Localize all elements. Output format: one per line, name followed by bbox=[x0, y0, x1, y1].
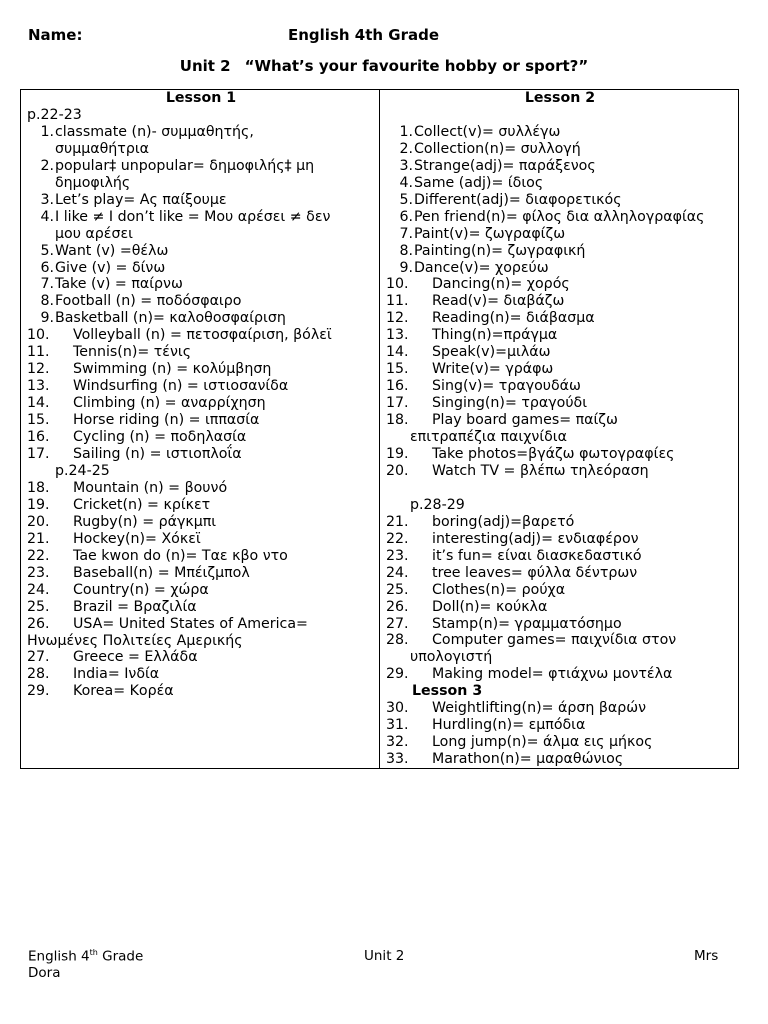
item-text: Mountain (n) = βουνό bbox=[73, 479, 228, 496]
vocab-item bbox=[386, 327, 734, 344]
vocab-item bbox=[27, 378, 375, 395]
item-number: 1. bbox=[399, 123, 413, 140]
item-text: I like ≠ I don’t like = Μου αρέσει ≠ δεν bbox=[55, 208, 331, 225]
item-number: 8. bbox=[40, 293, 54, 310]
vocab-item bbox=[27, 514, 375, 531]
vocab-item bbox=[27, 548, 375, 565]
item-number: 5. bbox=[40, 242, 54, 259]
vocab-item bbox=[386, 565, 734, 582]
vocab-item bbox=[386, 616, 734, 633]
vocab-item bbox=[386, 632, 734, 649]
item-number: 25. bbox=[27, 598, 50, 615]
item-text: Basketball (n)= καλοθοσφαίριση bbox=[55, 310, 286, 327]
item-number: 6. bbox=[399, 208, 413, 225]
item-text: Write(v)= γράφω bbox=[432, 361, 554, 378]
item-number: 25. bbox=[386, 581, 409, 598]
item-number: 16. bbox=[27, 429, 50, 446]
vocab-item bbox=[386, 582, 734, 599]
item-text: Read(v)= διαβάζω bbox=[432, 293, 565, 310]
page-note-p28-29: p.28-29 bbox=[410, 496, 465, 513]
item-text: Pen friend(n)= φίλος δια αλληλογραφίας bbox=[414, 208, 705, 225]
item-number: 7. bbox=[399, 225, 413, 242]
item-number: 18. bbox=[386, 412, 409, 429]
item-number: 30. bbox=[386, 700, 409, 717]
item-text: Sailing (n) = ιστιοπλοΐα bbox=[73, 446, 242, 463]
item-text: India= Ινδία bbox=[73, 666, 160, 683]
item-text: Climbing (n) = αναρρίχηση bbox=[73, 395, 266, 412]
item-text: Speak(v)=μιλάω bbox=[432, 344, 551, 361]
item-text: Different(adj)= διαφορετικός bbox=[414, 191, 622, 208]
footer-unit: Unit 2 bbox=[364, 948, 405, 964]
item-number: 5. bbox=[399, 191, 413, 208]
item-continuation: Ηνωμένες Πολιτείες Αμερικής bbox=[27, 632, 243, 649]
item-number: 26. bbox=[386, 598, 409, 615]
unit-label: Unit 2 bbox=[179, 57, 231, 75]
item-text: Doll(n)= κούκλα bbox=[432, 598, 548, 615]
vocab-item bbox=[386, 514, 734, 531]
item-number: 10. bbox=[386, 276, 409, 293]
vocab-item bbox=[386, 412, 734, 429]
item-number: 28. bbox=[386, 632, 409, 649]
lesson2-column bbox=[380, 90, 739, 769]
item-number: 29. bbox=[386, 666, 409, 683]
vocab-item bbox=[27, 666, 375, 683]
vocab-item bbox=[27, 361, 375, 378]
item-text: Cricket(n) = κρίκετ bbox=[73, 496, 211, 513]
vocab-item bbox=[386, 141, 734, 158]
vocab-item bbox=[27, 124, 375, 141]
page-note-p24-25: p.24-25 bbox=[55, 462, 110, 479]
item-number: 10. bbox=[27, 327, 50, 344]
item-number: 2. bbox=[399, 140, 413, 157]
vocab-item bbox=[27, 599, 375, 616]
vocab-item bbox=[27, 649, 375, 666]
vocab-item bbox=[386, 463, 734, 480]
vocab-item bbox=[27, 276, 375, 293]
vocab-item bbox=[386, 599, 734, 616]
item-text: Swimming (n) = κολύμβηση bbox=[73, 361, 272, 378]
item-text: Tae kwon do (n)= Ταε κβο ντο bbox=[73, 547, 288, 564]
item-text: Computer games= παιχνίδια στον bbox=[432, 632, 677, 649]
item-text: it’s fun= είναι διασκεδαστικό bbox=[432, 547, 642, 564]
item-number: 15. bbox=[386, 361, 409, 378]
vocab-item bbox=[386, 717, 734, 734]
item-number: 23. bbox=[27, 564, 50, 581]
item-continuation: συμμαθήτρια bbox=[55, 140, 149, 157]
item-number: 11. bbox=[386, 293, 409, 310]
item-text: Volleyball (n) = πετοσφαίριση, βόλεϊ bbox=[73, 327, 332, 344]
item-text: Reading(n)= διάβασμα bbox=[432, 310, 595, 327]
item-text: classmate (n)- συμμαθητής, bbox=[55, 123, 254, 140]
vocab-item bbox=[386, 293, 734, 310]
item-number: 22. bbox=[386, 530, 409, 547]
vocab-item bbox=[386, 395, 734, 412]
item-number: 28. bbox=[27, 666, 50, 683]
item-text: Collect(v)= συλλέγω bbox=[414, 123, 561, 140]
lesson1-column bbox=[21, 90, 380, 769]
item-number: 12. bbox=[27, 361, 50, 378]
item-text: Football (n) = ποδόσφαιρο bbox=[55, 293, 242, 310]
unit-heading bbox=[0, 57, 768, 75]
item-number: 27. bbox=[386, 615, 409, 632]
vocab-item bbox=[386, 226, 734, 243]
vocab-item bbox=[386, 666, 734, 683]
item-text: interesting(adj)= ενδιαφέρον bbox=[432, 530, 639, 547]
item-text: Long jump(n)= άλμα εις μήκος bbox=[432, 734, 653, 751]
item-text: Brazil = Βραζιλία bbox=[73, 598, 197, 615]
vocab-item bbox=[27, 480, 375, 497]
item-text: USA= United States of America= bbox=[73, 615, 308, 632]
vocab-item bbox=[27, 327, 375, 344]
vocab-item bbox=[27, 565, 375, 582]
item-text: Stamp(n)= γραμματόσημο bbox=[432, 615, 622, 632]
vocab-item bbox=[386, 192, 734, 209]
lesson2-heading: Lesson 2 bbox=[524, 90, 596, 106]
vocab-item bbox=[27, 412, 375, 429]
item-text: Making model= φτιάχνω μοντέλα bbox=[432, 666, 673, 683]
vocab-item bbox=[27, 497, 375, 514]
item-number: 17. bbox=[386, 395, 409, 412]
vocab-item bbox=[386, 124, 734, 141]
item-number: 13. bbox=[386, 327, 409, 344]
item-text: boring(adj)=βαρετό bbox=[432, 513, 575, 530]
item-number: 33. bbox=[386, 751, 409, 768]
item-number: 21. bbox=[27, 530, 50, 547]
item-text: Marathon(n)= μαραθώνιος bbox=[432, 751, 624, 768]
item-number: 19. bbox=[386, 446, 409, 462]
item-continuation: δημοφιλής bbox=[55, 174, 131, 191]
vocab-item bbox=[27, 209, 375, 226]
vocab-item bbox=[386, 310, 734, 327]
item-number: 18. bbox=[27, 479, 50, 496]
item-text: Korea= Κορέα bbox=[73, 683, 174, 700]
item-continuation: μου αρέσει bbox=[55, 225, 133, 242]
vocab-item bbox=[386, 531, 734, 548]
item-number: 17. bbox=[27, 446, 50, 463]
item-text: Greece = Ελλάδα bbox=[73, 649, 198, 666]
vocab-item bbox=[27, 616, 375, 633]
item-number: 19. bbox=[27, 496, 50, 513]
item-number: 9. bbox=[399, 259, 413, 276]
item-number: 2. bbox=[40, 157, 54, 174]
item-number: 15. bbox=[27, 412, 50, 429]
item-text: Sing(v)= τραγουδάω bbox=[432, 378, 581, 395]
item-text: Horse riding (n) = ιππασία bbox=[73, 412, 260, 429]
item-text: Thing(n)=πράγμα bbox=[432, 327, 558, 344]
vocab-item bbox=[386, 378, 734, 395]
vocab-item bbox=[386, 446, 734, 463]
vocab-item bbox=[386, 175, 734, 192]
document-title: English 4th Grade bbox=[288, 26, 440, 44]
item-text: Play board games= παίζω bbox=[432, 412, 618, 429]
item-number: 29. bbox=[27, 683, 50, 700]
item-number: 22. bbox=[27, 547, 50, 564]
item-number: 7. bbox=[40, 276, 54, 293]
item-text: Dancing(n)= χορός bbox=[432, 276, 570, 293]
item-number: 24. bbox=[386, 564, 409, 581]
item-text: Let’s play= Ας παίξουμε bbox=[55, 191, 227, 208]
vocab-item bbox=[386, 158, 734, 175]
vocab-item bbox=[27, 293, 375, 310]
lesson2-list-part2 bbox=[386, 514, 734, 684]
item-number: 14. bbox=[386, 344, 409, 361]
item-number: 21. bbox=[386, 513, 409, 530]
item-text: Tennis(n)= τένις bbox=[73, 344, 192, 361]
lesson3-heading: Lesson 3 bbox=[412, 683, 483, 700]
item-number: 1. bbox=[40, 123, 54, 140]
item-text: popular‡ unpopular= δημοφιλής‡ μη bbox=[55, 157, 315, 174]
item-text: Want (v) =θέλω bbox=[55, 242, 169, 259]
item-number: 4. bbox=[399, 174, 413, 191]
item-text: Take (v) = παίρνω bbox=[55, 276, 183, 293]
item-number: 12. bbox=[386, 310, 409, 327]
vocab-item bbox=[27, 243, 375, 260]
item-text: Strange(adj)= παράξενος bbox=[414, 157, 596, 174]
item-number: 8. bbox=[399, 242, 413, 259]
lesson1-list-part2 bbox=[27, 480, 375, 700]
item-number: 27. bbox=[27, 649, 50, 666]
item-text: Dance(v)= χορεύω bbox=[414, 259, 549, 276]
item-text: Give (v) = δίνω bbox=[55, 259, 166, 276]
item-number: 14. bbox=[27, 395, 50, 412]
item-number: 24. bbox=[27, 581, 50, 598]
vocab-item bbox=[27, 260, 375, 277]
vocab-item bbox=[386, 344, 734, 361]
vocab-item bbox=[386, 734, 734, 751]
item-text: Same (adj)= ίδιος bbox=[414, 174, 544, 191]
unit-title: “What’s your favourite hobby or sport?” bbox=[244, 57, 589, 75]
vocab-item bbox=[27, 395, 375, 412]
name-label: Name: bbox=[28, 26, 83, 44]
vocab-item bbox=[27, 158, 375, 175]
item-continuation: επιτραπέζια παιχνίδια bbox=[410, 429, 567, 446]
item-text: Singing(n)= τραγούδι bbox=[432, 395, 588, 412]
vocab-item bbox=[386, 260, 734, 277]
page-note-p22-23: p.22-23 bbox=[27, 106, 82, 123]
item-text: Painting(n)= ζωγραφική bbox=[414, 242, 586, 259]
item-text: Weightlifting(n)= άρση βαρών bbox=[432, 700, 647, 717]
item-text: Clothes(n)= ρούχα bbox=[432, 581, 566, 598]
item-number: 13. bbox=[27, 378, 50, 395]
item-number: 4. bbox=[40, 208, 54, 225]
lesson1-list-part1 bbox=[27, 124, 375, 463]
vocab-item bbox=[27, 429, 375, 446]
item-number: 23. bbox=[386, 547, 409, 564]
item-text: Take photos=βγάζω φωτογραφίες bbox=[432, 446, 675, 462]
item-text: Baseball(n) = Μπέιζμπολ bbox=[73, 564, 250, 581]
item-number: 16. bbox=[386, 378, 409, 395]
vocab-item bbox=[386, 548, 734, 565]
vocab-item bbox=[27, 192, 375, 209]
vocab-item bbox=[27, 683, 375, 700]
vocab-item bbox=[386, 751, 734, 768]
lesson1-heading: Lesson 1 bbox=[165, 90, 237, 106]
vocab-item bbox=[27, 446, 375, 463]
lesson3-list bbox=[386, 700, 734, 768]
item-text: Rugby(n) = ράγκμπι bbox=[73, 513, 217, 530]
item-text: Collection(n)= συλλογή bbox=[414, 140, 581, 157]
item-number: 11. bbox=[27, 344, 50, 361]
item-number: 3. bbox=[399, 157, 413, 174]
item-number: 9. bbox=[40, 310, 54, 327]
vocab-item bbox=[386, 243, 734, 260]
item-text: tree leaves= φύλλα δέντρων bbox=[432, 564, 638, 581]
item-number: 31. bbox=[386, 717, 409, 734]
vocab-item bbox=[27, 582, 375, 599]
item-text: Cycling (n) = ποδηλασία bbox=[73, 429, 247, 446]
item-number: 32. bbox=[386, 734, 409, 751]
item-text: Windsurfing (n) = ιστιοσανίδα bbox=[73, 378, 289, 395]
item-continuation: υπολογιστή bbox=[410, 649, 493, 666]
vocabulary-table bbox=[20, 89, 739, 769]
item-text: Hurdling(n)= εμπόδια bbox=[432, 717, 586, 734]
footer-teacher-title: Mrs bbox=[694, 948, 719, 964]
vocab-item bbox=[386, 276, 734, 293]
item-number: 20. bbox=[27, 513, 50, 530]
item-number: 26. bbox=[27, 615, 50, 632]
vocab-item bbox=[27, 531, 375, 548]
vocab-item bbox=[27, 310, 375, 327]
item-number: 3. bbox=[40, 191, 54, 208]
item-text: Country(n) = χώρα bbox=[73, 581, 209, 598]
vocab-item bbox=[386, 209, 734, 226]
vocab-item bbox=[386, 361, 734, 378]
item-text: Paint(v)= ζωγραφίζω bbox=[414, 225, 566, 242]
item-text: Hockey(n)= Χόκεϊ bbox=[73, 530, 201, 547]
vocab-item bbox=[27, 344, 375, 361]
lesson2-list-part1 bbox=[386, 124, 734, 480]
item-number: 6. bbox=[40, 259, 54, 276]
footer-teacher-name: Dora bbox=[28, 965, 61, 981]
item-number: 20. bbox=[386, 462, 409, 479]
item-text: Watch TV = βλέπω τηλεόραση bbox=[432, 462, 649, 479]
footer-grade: English 4th Grade bbox=[28, 948, 144, 965]
vocab-item bbox=[386, 700, 734, 717]
